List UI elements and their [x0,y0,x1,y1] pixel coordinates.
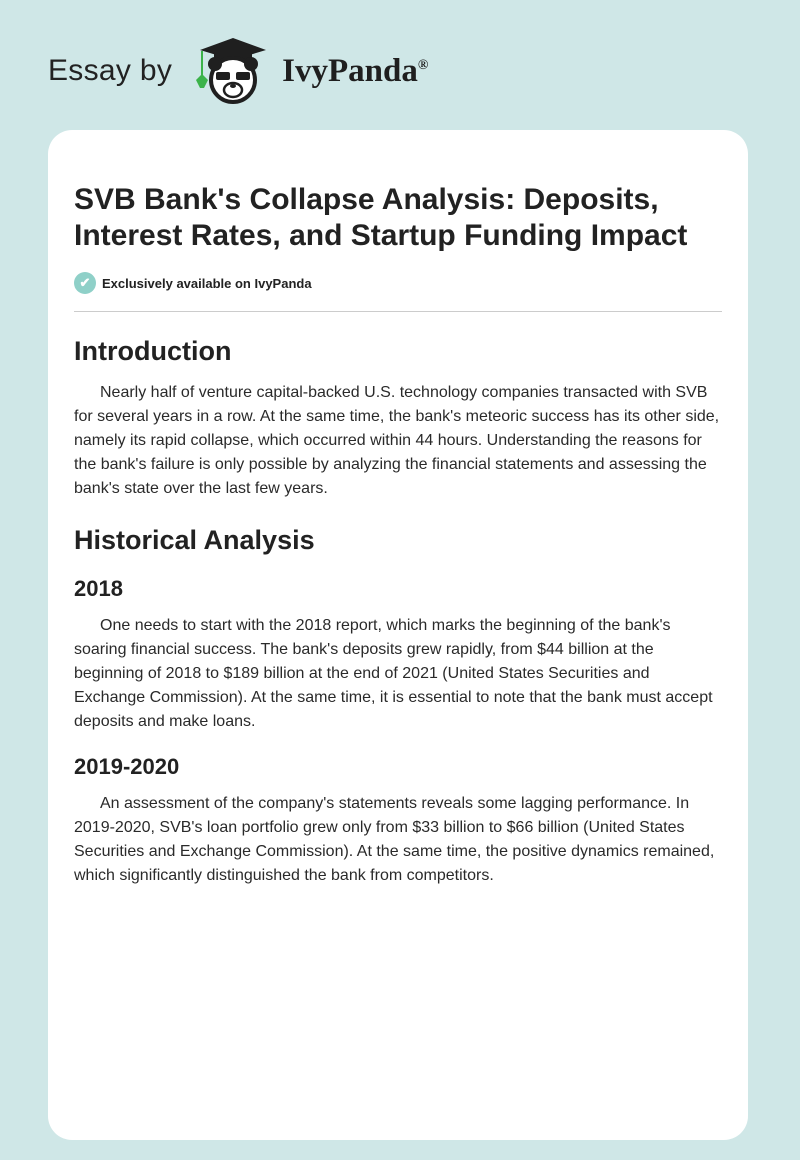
section-paragraph: An assessment of the company's statements reveals some lagging performance. In 2019-2020, SVB's loan portfolio grew only from $33 billion to $66 billion (United States Securities and Exchange Commission). At the same time, the positive dynamics remained, which significantly distinguished the bank from competitors. [74,795,715,884]
section-heading: Historical Analysis [74,525,315,555]
section-heading: Introduction [74,336,232,366]
essay-by-label: Essay by [48,54,173,87]
subsection-heading: 2018 [74,576,123,601]
exclusive-badge [74,272,722,294]
brand-text: IvyPanda [282,52,418,89]
essay-title: SVB Bank's Collapse Analysis: Deposits, Interest Rates, and Startup Funding Impact [74,183,688,252]
section-paragraph: One needs to start with the 2018 report, which marks the beginning of the bank's soaring financial success. The bank's deposits grew rapidly, from $44 billion at the beginning of 2018 to $189 billion at the end of 2021 (United States Securities and Exchange Commission). At the same time, it is essential to note that the bank must accept deposits and make loans. [74,617,713,730]
subsection-heading: 2019-2020 [74,754,180,779]
check-icon: ✔ [74,272,96,294]
essay-card [48,130,748,1140]
section-paragraph: Nearly half of venture capital-backed U.S. technology companies transacted with SVB for several years in a row. At the same time, the bank's meteoric success has its other side, namely its rapid collapse, which occurred within 44 hours. Understanding the reasons for the bank's failure is only possible by analyzing the financial statements and assessing the bank's state over the last few years. [74,384,720,497]
brand-name [282,53,428,90]
divider [74,311,722,312]
panda-logo-icon[interactable] [190,36,276,106]
site-header [48,36,428,106]
registered-mark: ® [417,57,429,73]
badge-text: Exclusively available on IvyPanda [102,275,312,291]
